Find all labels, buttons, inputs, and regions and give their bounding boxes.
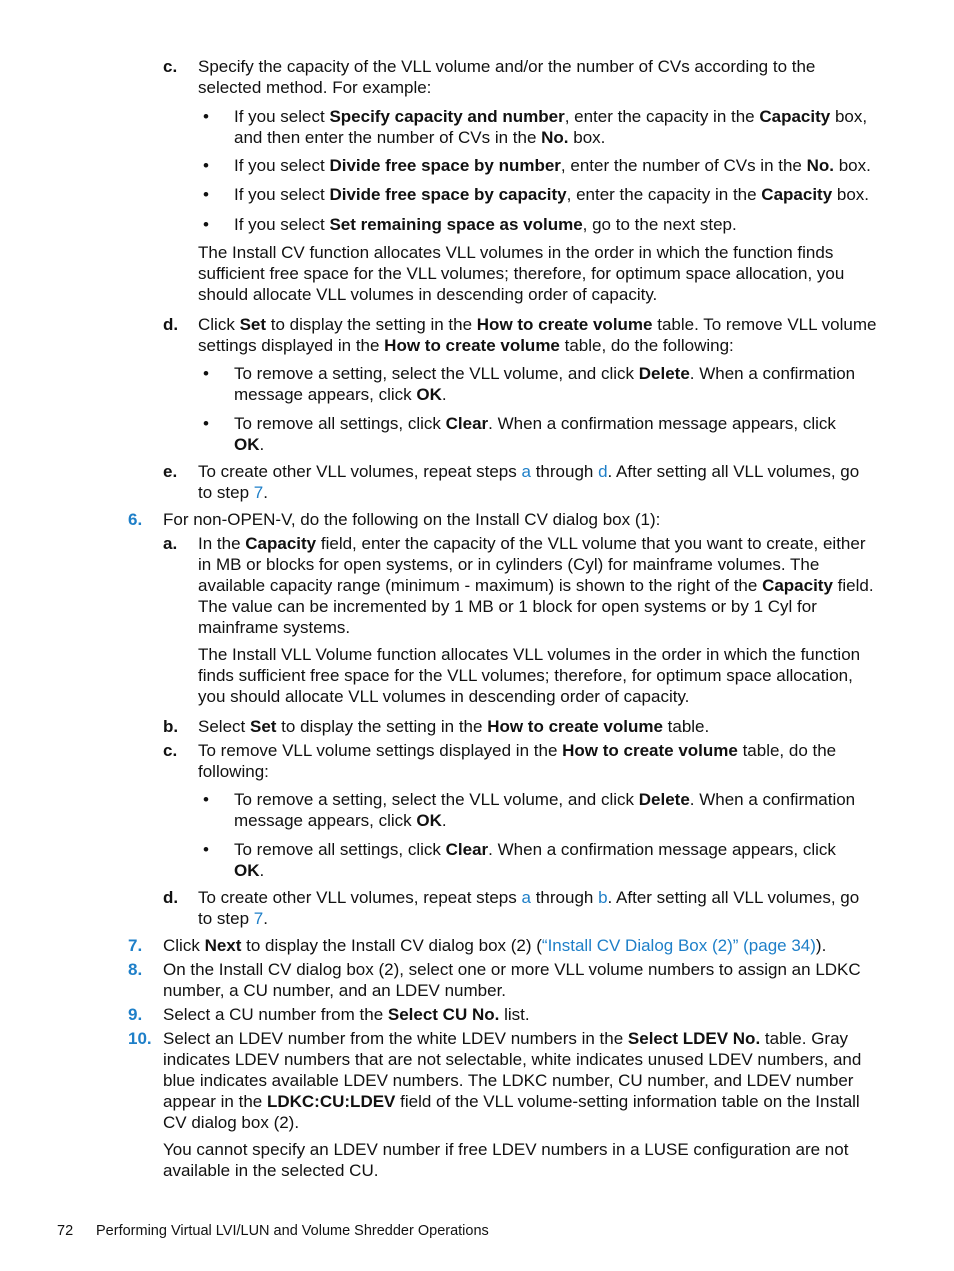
step-6c-text: To remove VLL volume settings displayed in the How to create volume table, do the following: [198,741,837,781]
bullet-icon: • [203,364,209,383]
link-step-b[interactable]: b [598,888,608,907]
step-5c-bullet-1: If you select Specify capacity and number, enter the capacity in the Capacity box, and then enter the number of CVs in the No. box. [234,107,868,147]
bullet-icon: • [203,107,209,126]
footer-page-number: 72 [57,1223,74,1239]
step-7-number: 7. [128,936,143,955]
link-step-a[interactable]: a [521,462,531,481]
bullet-icon: • [203,185,209,204]
step-5c-bullet-4: If you select Set remaining space as volume, go to the next step. [234,215,737,234]
step-6a-paragraph: The Install VLL Volume function allocates VLL volumes in the order in which the function finds sufficient free space for the VLL volumes; therefore, for optimum space allocation, you should allocate VLL volumes in descending order of capacity. [198,645,861,706]
step-6a-label: a. [163,534,178,553]
step-5d-text: Click Set to display the setting in the How to create volume table. To remove VLL volume settings displayed in the How to create volume table, do the following: [198,315,877,355]
step-7-text: Click Next to display the Install CV dialog box (2) (“Install CV Dialog Box (2)” (page 34)). [163,936,827,955]
link-install-cv-dialog-box-2[interactable]: “Install CV Dialog Box (2)” (page 34) [541,936,816,955]
step-5c-bullet-2: If you select Divide free space by number, enter the number of CVs in the No. box. [234,156,871,175]
link-step-7[interactable]: 7 [253,909,264,928]
bullet-icon: • [203,840,209,859]
bullet-icon: • [203,414,209,433]
step-6-text: For non-OPEN-V, do the following on the Install CV dialog box (1): [163,510,661,529]
step-5d-bullet-1: To remove a setting, select the VLL volume, and click Delete. When a confirmation message appears, click OK. [234,364,856,404]
step-6c-bullet-1: To remove a setting, select the VLL volume, and click Delete. When a confirmation message appears, click OK. [234,790,856,830]
step-8-number: 8. [128,960,143,979]
step-5c-text: Specify the capacity of the VLL volume and/or the number of CVs according to the selected method. For example: [198,57,816,97]
step-5c-paragraph: The Install CV function allocates VLL volumes in the order in which the function finds sufficient free space for the VLL volumes; therefore, for optimum space allocation, you should allocate VLL volumes in descending order of capacity. [198,243,845,304]
step-6c-label: c. [163,741,178,760]
bullet-icon: • [203,215,209,234]
bullet-icon: • [203,156,209,175]
step-6b-label: b. [163,717,179,736]
step-5d-label: d. [163,315,179,334]
link-step-7[interactable]: 7 [253,483,264,502]
link-step-d[interactable]: d [598,462,608,481]
step-6a-text: In the Capacity field, enter the capacity of the VLL volume that you want to create, either in MB or blocks for open systems, or in cylinders (Cyl) for mainframe volumes. The available capacity range (minimum - maximum) is shown to the right of the Capacity field. The value can be incremented by 1 MB or 1 block for open systems or by 1 Cyl for mainframe systems. [198,534,874,637]
step-10-text: Select an LDEV number from the white LDEV numbers in the Select LDEV No. table. Gray indicates LDEV numbers that are not selectable, white indicates unused LDEV numbers, and blue indicates available LDEV numbers. The LDKC number, CU number, and LDEV number appear in the LDKC:CU:LDEV field of the VLL volume-setting information table on the Install CV dialog box (2). [163,1029,862,1132]
step-6d-label: d. [163,888,179,907]
step-5c-bullet-3: If you select Divide free space by capacity, enter the capacity in the Capacity box. [234,185,870,204]
step-10-paragraph: You cannot specify an LDEV number if free LDEV numbers in a LUSE configuration are not available in the selected CU. [163,1140,849,1180]
step-6b-text: Select Set to display the setting in the How to create volume table. [198,717,710,736]
step-5d-bullet-2: To remove all settings, click Clear. When a confirmation message appears, click OK. [234,414,836,454]
footer-title: Performing Virtual LVI/LUN and Volume Shredder Operations [96,1223,489,1239]
step-6d-text: To create other VLL volumes, repeat steps a through b. After setting all VLL volumes, go to step 7. [198,888,860,928]
step-9-number: 9. [128,1005,143,1024]
step-5e-text: To create other VLL volumes, repeat steps a through d. After setting all VLL volumes, go to step 7. [198,462,860,502]
step-6c-bullet-2: To remove all settings, click Clear. When a confirmation message appears, click OK. [234,840,836,880]
step-5c-label: c. [163,57,178,76]
step-5e-label: e. [163,462,178,481]
bullet-icon: • [203,790,209,809]
step-8-text: On the Install CV dialog box (2), select one or more VLL volume numbers to assign an LDKC number, a CU number, and an LDEV number. [163,960,861,1000]
link-step-a[interactable]: a [521,888,531,907]
step-9-text: Select a CU number from the Select CU No. list. [163,1005,530,1024]
step-6-number: 6. [128,510,143,529]
step-10-number: 10. [128,1029,152,1048]
